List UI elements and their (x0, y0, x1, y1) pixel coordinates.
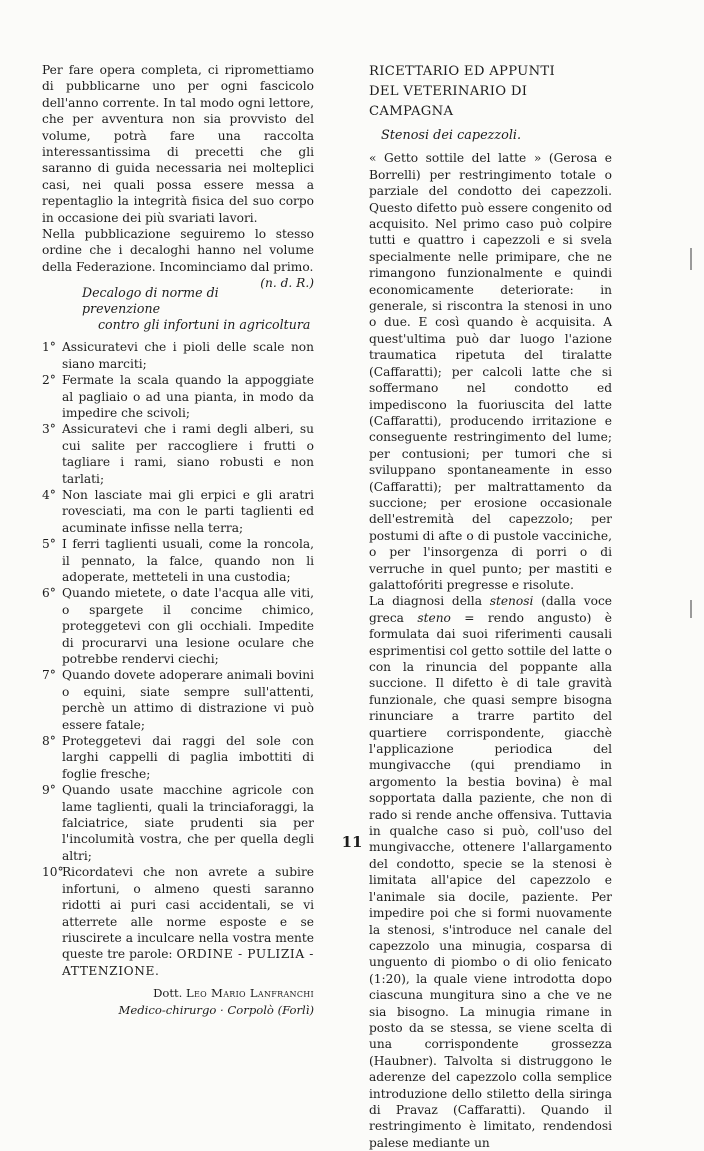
rule-item (42, 487, 314, 536)
editor-note: (n. d. R.) (260, 276, 314, 291)
rule-number: 6° (42, 586, 56, 601)
rule-item (42, 339, 314, 372)
rule-number: 7° (42, 668, 56, 683)
rule-text-body: Proteggetevi dai raggi del sole con larghi cappelli di paglia imbottiti di foglie fresche; (62, 734, 314, 781)
rule-number: 9° (42, 783, 56, 798)
rule-text-body: Ricordatevi che non avrete a subire infortuni, o almeno questi saranno ridotti ai puri casi accidentali, se vi atterrete alle norme esposte e se riuscirete a inculcare nella vostra mente queste tre parole: (62, 865, 314, 962)
article-title-line2: DEL VETERINARIO DI CAMPAGNA (369, 84, 528, 119)
rule-item (42, 782, 314, 864)
second-paragraph (42, 226, 314, 291)
author-prefix: Dott. (153, 986, 183, 1001)
p2-part-a: La diagnosi della (369, 594, 490, 609)
rule-text (62, 864, 314, 979)
rule-text-body: Quando usate macchine agricole con lame taglienti, quali la trinciaforaggi, la falciatrice, siate prudenti sia per l'incolumità vostra, che per quella degli altri; (62, 783, 314, 863)
rule-text-body: I ferri taglienti usuali, come la roncola, il pennato, la falce, quando non li adoperate, metteteli in una custodia; (62, 537, 314, 584)
rule-text-body: Non lasciate mai gli erpici e gli aratri rovesciati, ma con le parti taglienti ed acuminate infisse nella terra; (62, 487, 314, 535)
rule-text (62, 372, 314, 421)
rule-number: 8° (42, 734, 56, 749)
author-name: Leo Mario Lanfranchi (186, 986, 314, 1001)
rule-item (42, 372, 314, 421)
rule-text (62, 782, 314, 864)
rule-text (62, 585, 314, 667)
rule-text (62, 536, 314, 585)
page-number: 11 (341, 833, 363, 851)
rule-text (62, 421, 314, 487)
rule-number: 3° (42, 422, 56, 437)
p2-part-e: = rendo angusto) è formulata dai suoi riferimenti causali esprimentisi col getto sottile del latte o con la rinuncia del poppante alla succione. Il difetto è di tale gravità funzionale, che quasi sempre bisogna rinunciare a trarre partito del quartiere corrispondente, giacchè l'applicazione periodica del mungivacche (qui prendiamo in argomento la bestia bovina) è mal sopportata dalla paziente, che non di rado si rende anche offensiva. Tuttavia in qualche caso si può, coll'uso del mungivacche, ottenere l'allargamento del condotto, specie se la stenosi è limitata all'apice del capezzolo e l'animale sia docile, paziente. Per impedire poi che si formi nuovamente la stenosi, s'introduce nel canale del capezzolo una minugia, cosparsa di unguento di piombo o di olio fenicato (1:20), la quale viene introdotta dopo ciascuna mungitura sino a che ve ne sia bisogno. La minugia rimane in posto da se stessa, se viene scelta di una corrispondente grossezza (Haubner). Talvolta si distruggono le aderenze del capezzolo colla semplice introduzione dello stiletto della siringa di Pravaz (Caffaratti). Quando il restringimento è limitato, rendendosi palese mediante un (369, 610, 612, 1150)
scan-edge-mark (690, 600, 692, 618)
rule-number: 4° (42, 487, 56, 502)
rule-item (42, 667, 314, 733)
rule-item (42, 536, 314, 585)
rule-text (62, 487, 314, 536)
rule-number: 5° (42, 537, 56, 552)
left-column (42, 62, 314, 1018)
rule-number: 2° (42, 373, 56, 388)
rule-item (42, 733, 314, 782)
decalogue-heading-line1: Decalogo di norme di prevenzione (82, 285, 219, 317)
article-paragraph-2 (369, 593, 612, 1151)
rule-text-body: Assicuratevi che i rami degli alberi, su cui salite per raccogliere i frutti o tagliare i rami, siano robusti e non tarlati; (62, 422, 314, 486)
p2-part-c: (dalla voce greca (369, 594, 612, 625)
scan-edge-mark (690, 248, 692, 270)
decalogue-heading-line2: contro gli infortuni in agricoltura (98, 317, 311, 333)
intro-paragraph: Per fare opera completa, ci ripromettiamo di pubblicarne uno per ogni fascicolo dell'anno corrente. In tal modo ogni lettore, che per avventura non sia provvisto del volume, potrà fare una raccolta interessantissima di precetti che gli saranno di guida necessaria nei molteplici casi, nei quali possa essere messa a repentaglio la integrità fisica del suo corpo in occasione dei più svariati lavori. (42, 63, 314, 225)
rule-number: 10° (42, 865, 64, 880)
rule-text-body: Quando mietete, o date l'acqua alle viti, o spargete il concime chimico, proteggetevi con gli occhiali. Impedite di procurarvi una lesione oculare che potrebbe rendervi ciechi; (62, 586, 314, 666)
rule-item (42, 421, 314, 487)
rule-text (62, 667, 314, 733)
second-paragraph-text: Nella pubblicazione seguiremo lo stesso ordine che i decaloghi hanno nel volume della Federazione. Incominciamo dal primo. (42, 227, 314, 274)
rule-number: 1° (42, 340, 56, 355)
article-paragraph-1: « Getto sottile del latte » (Gerosa e Borrelli) per restringimento totale o parziale del condotto dei capezzoli. Questo difetto può essere congenito od acquisito. Nel primo caso può colpire tutti e quattro i capezzoli e si svela specialmente nelle primipare, che ne rimangono funzionalmente e quindi economicamente deteriorate: in generale, si riscontra la stenosi in uno o due. E così quando è acquisita. A quest'ultima può dar luogo l'azione traumatica ripetuta del tiralatte (Caffaratti); per calcoli latte che si soffermano nel condotto ed impediscono la fuoriuscita del latte (Caffaratti), producendo irritazione e conseguente restringimento del lume; per contusioni; per tumori che si sviluppano spontaneamente in esso (Caffaratti); per maltrattamento da succione; per erosione occasionale dell'estremità del capezzolo; per postumi di afte o di pustole vacciniche, o per l'insorgenza di porri o di verruche in quel punto; per mastiti e galattofóriti pregresse e risolute. (369, 151, 612, 592)
article-title-line1: RICETTARIO ED APPUNTI (369, 64, 556, 79)
rule-item (42, 585, 314, 667)
article-subtitle: Stenosi dei capezzoli. (381, 128, 522, 143)
right-column (369, 62, 612, 1151)
decalogue-heading (82, 285, 314, 333)
rules-list (42, 339, 314, 979)
rule-text-body: Assicuratevi che i pioli delle scale non siano marciti; (62, 340, 314, 371)
rule-text-body: Quando dovete adoperare animali bovini o equini, siate sempre sull'attenti, perchè un attimo di distrazione vi può essere fatale; (62, 668, 314, 732)
author-signature (42, 985, 314, 1018)
rule-text-body: Fermate la scala quando la appoggiate al pagliaio o ad una pianta, in modo da impedire che scivoli; (62, 373, 314, 420)
p2-stenosi: stenosi (489, 594, 534, 609)
rule-text (62, 733, 314, 782)
author-role: Medico-chirurgo · Corpolò (Forlì) (118, 1002, 314, 1017)
author-line (42, 985, 314, 1001)
rule-text (62, 339, 314, 372)
p2-steno: steno (417, 610, 451, 625)
article-title (369, 62, 612, 122)
rule-item (42, 864, 314, 979)
rule10-caps: ORDINE - PULIZIA - ATTENZIONE. (62, 947, 314, 978)
